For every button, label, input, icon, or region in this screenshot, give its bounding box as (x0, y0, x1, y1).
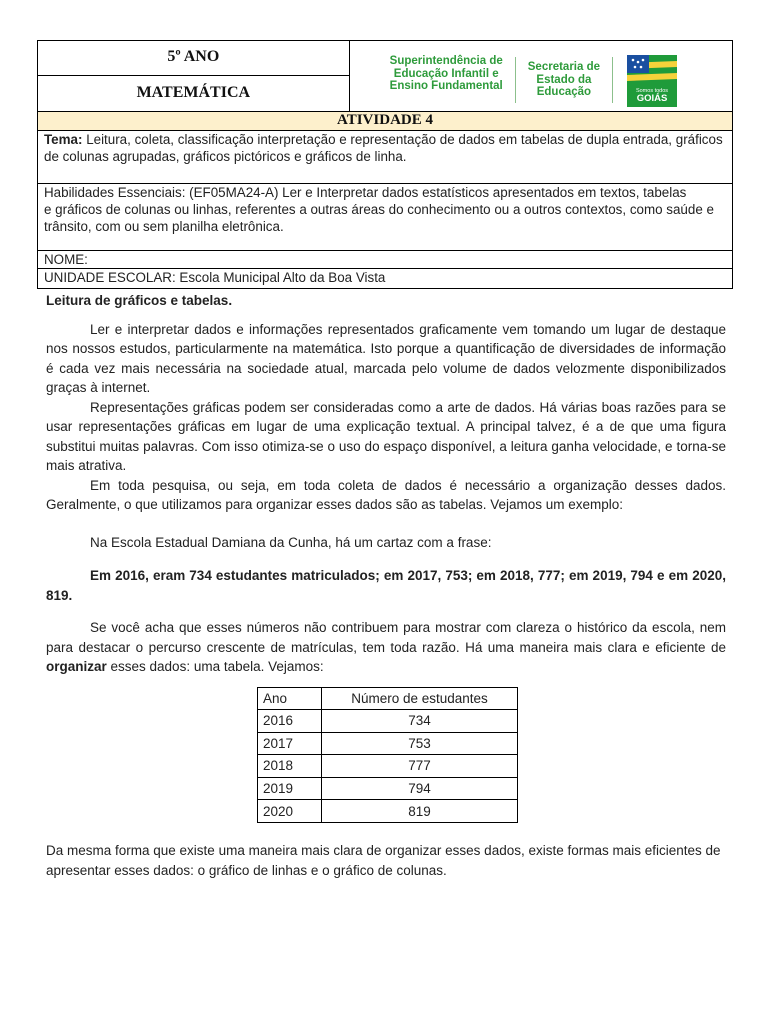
tema-text: Leitura, coleta, classificação interpretação e representação de dados em tabelas de dupla entrada, gráficos de colunas agrupadas, gráficos pictóricos e gráficos de linha. (44, 132, 723, 164)
tema-label: Tema: (44, 132, 83, 147)
nome-field: NOME: (38, 251, 733, 269)
closing-paragraph: Da mesma forma que existe uma maneira mais clara de organizar esses dados, existe formas mais eficientes de apresentar esses dados: o gráfico de linhas e o gráfico de colunas. (46, 843, 721, 878)
table-row (258, 710, 518, 733)
logos-cell (349, 41, 732, 112)
table-row (258, 755, 518, 778)
habilidades-line-1: Habilidades Essenciais: (EF05MA24-A) Ler e Interpretar dados estatísticos apresentados em textos, tabelas (44, 185, 687, 200)
paragraph-6 (46, 618, 726, 677)
column-header-ano: Ano (258, 687, 322, 710)
logo-divider-2 (612, 57, 613, 103)
cell-year: 2018 (258, 755, 322, 778)
paragraph-1: Ler e interpretar dados e informações representados graficamente vem tomando um lugar de destaque nos nossos estudos, particularmente na matemática. Isto porque a quantificação de diversidades de informação é cada vez mais necessária na sociedade atual, marcada pelo volume de dados velozmente disponibilizados graças à internet. (46, 321, 726, 395)
goias-state-logo (625, 55, 679, 107)
cell-year: 2020 (258, 800, 322, 823)
logo-divider (515, 57, 516, 103)
cell-year: 2019 (258, 777, 322, 800)
table-row (258, 800, 518, 823)
superintendencia-logo (390, 55, 503, 93)
enrollment-table (257, 687, 518, 824)
cell-year: 2017 (258, 732, 322, 755)
superintendencia-line-1: Superintendência de (389, 55, 503, 67)
grade-cell: 5º ANO (38, 41, 350, 76)
organizar-emphasis: organizar (46, 659, 107, 674)
table-row (258, 777, 518, 800)
paragraph-2: Representações gráficas podem ser consideradas como a arte de dados. Há várias boas razões para se usar representações gráficas em lugar de uma explicação textual. A principal talvez, é a de que uma figura substitui muitas palavras. Com isso otimiza-se o uso do espaço disponível, a leitura ganha velocidade, e torna-se mais atrativa. (46, 399, 726, 473)
institution-logos (390, 55, 679, 107)
superintendencia-line-2: Educação Infantil e (393, 67, 499, 80)
paragraph-3: Em toda pesquisa, ou seja, em toda coleta de dados é necessário a organização desses dados. Geralmente, o que utilizamos para organizar esses dados são as tabelas. Vejamos um exemplo: (46, 477, 726, 512)
habilidades-line-2: e gráficos de colunas ou linhas, referentes a outras áreas do conhecimento ou a outros contextos, como saúde e trânsito, com ou sem planilha eletrônica. (44, 202, 714, 234)
cell-students: 794 (322, 777, 518, 800)
habilidades-cell (38, 184, 733, 251)
secretaria-line-3: Educação (536, 86, 592, 98)
poster-sentence: Em 2016, eram 734 estudantes matriculados; em 2017, 753; em 2018, 777; em 2019, 794 e em 2020, 819. (46, 568, 726, 603)
cell-students: 734 (322, 710, 518, 733)
activity-title: ATIVIDADE 4 (38, 112, 733, 131)
table-row (258, 732, 518, 755)
secretaria-line-2: Estado da (536, 73, 592, 86)
unidade-escolar-field: UNIDADE ESCOLAR: Escola Municipal Alto da Boa Vista (38, 269, 733, 289)
article-body (46, 291, 726, 880)
paragraph-6-end: esses dados: uma tabela. Vejamos: (106, 659, 324, 674)
cell-students: 777 (322, 755, 518, 778)
section-title: Leitura de gráficos e tabelas. (46, 293, 233, 308)
paragraph-4: Na Escola Estadual Damiana da Cunha, há um cartaz com a frase: (90, 534, 492, 550)
badge-tagline: Somos todos (635, 88, 669, 94)
column-header-estudantes: Número de estudantes (322, 687, 518, 710)
cell-students: 753 (322, 732, 518, 755)
cell-students: 819 (322, 800, 518, 823)
activity-header-table (37, 40, 733, 289)
tema-cell (38, 131, 733, 184)
secretaria-line-1: Secretaria de (527, 61, 601, 73)
table-header-row (258, 687, 518, 710)
badge-title: GOIÁS (636, 93, 668, 104)
paragraph-6-start: Se você acha que esses números não contribuem para mostrar com clareza o histórico da escola, nem para destacar o percurso crescente de matrículas, tem toda razão. Há uma maneira mais clara e eficiente de (46, 620, 726, 655)
superintendencia-line-3: Ensino Fundamental (389, 80, 503, 92)
secretaria-logo (528, 61, 600, 99)
subject-cell: MATEMÁTICA (38, 76, 350, 112)
cell-year: 2016 (258, 710, 322, 733)
